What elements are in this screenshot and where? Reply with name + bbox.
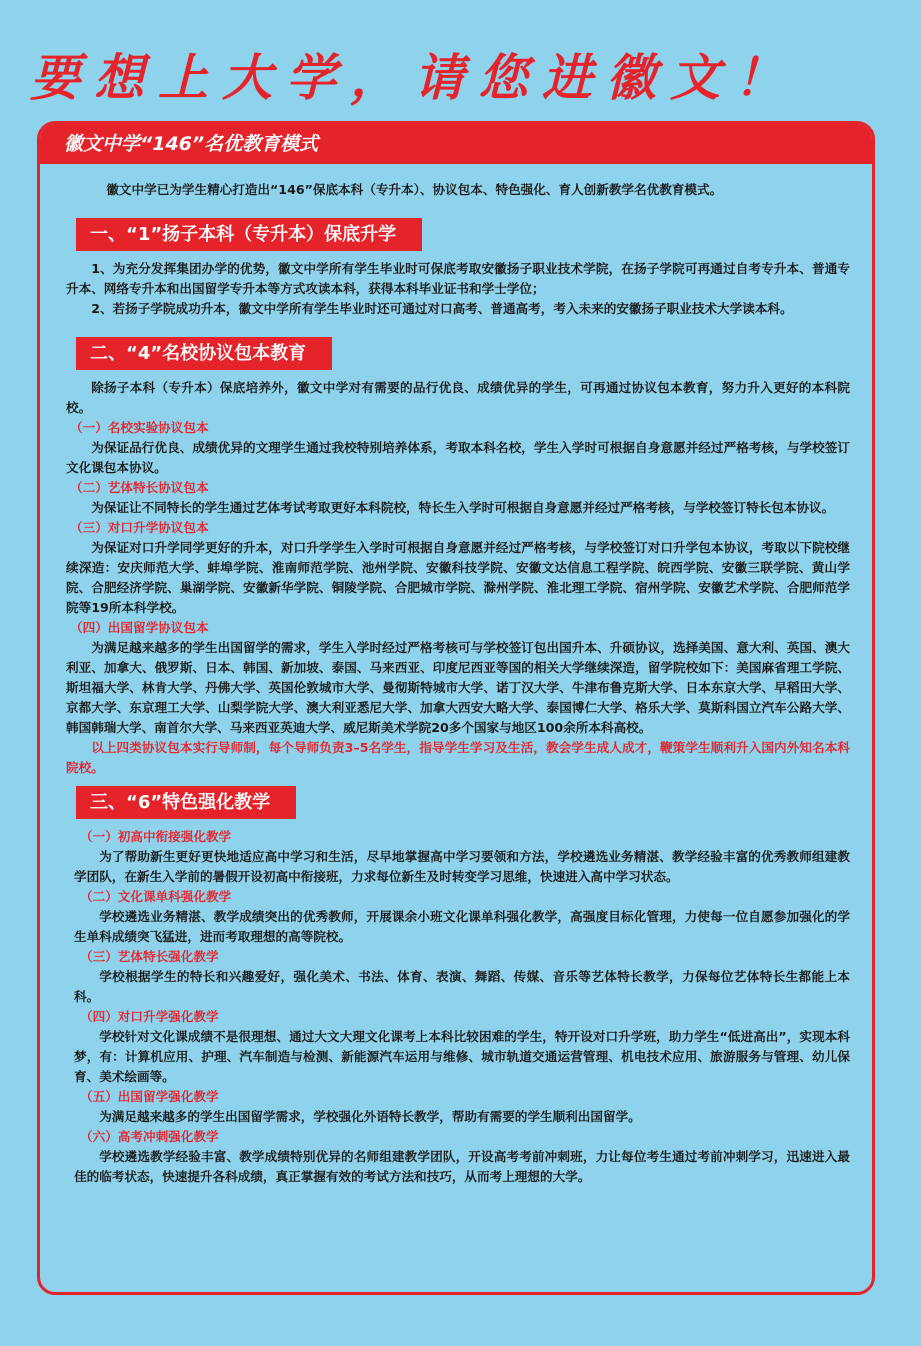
section-3-item-6-text: 学校遴选教学经验丰富、教学成绩特别优异的名师组建教学团队，开设高考考前冲刺班，力让每位考生通过考前冲刺学习，迅速进入最佳的临考状态，快速提升各科成绩，真正掌握有效的考试方法和技巧，从而考上理想的大学。 <box>74 1149 850 1184</box>
section-2-note: 以上四类协议包本实行导师制，每个导师负责3–5名学生，指导学生学习及生活，教会学生成人成才，鞭策学生顺利升入国内外知名本科院校。 <box>66 740 850 775</box>
section-2-item-3-title: （三）对口升学协议包本 <box>70 520 209 535</box>
section-3-item-1-text: 为了帮助新生更好更快地适应高中学习和生活，尽早地掌握高中学习要领和方法，学校遴选业务精湛、教学经验丰富的优秀教师组建教学团队，在新生入学前的暑假开设初高中衔接班，力求每位新生及时转变学习思维，快速进入高中学习状态。 <box>74 849 850 884</box>
section-1-paragraph-1: 1、为充分发挥集团办学的优势，徽文中学所有学生毕业时可保底考取安徽扬子职业技术学院，在扬子学院可再通过自考专升本、普通专升本、网络专升本和出国留学专升本等方式攻读本科，获得本科毕业证书和学士学位； <box>66 261 850 296</box>
section-1-paragraph-2: 2、若扬子学院成功升本，徽文中学所有学生毕业时还可通过对口高考、普通高考，考入未来的安徽扬子职业技术大学读本科。 <box>91 301 793 316</box>
section-2-item-3-text: 为保证对口升学同学更好的升本，对口升学学生入学时可根据自身意愿并经过严格考核，与学校签订对口升学包本协议，考取以下院校继续深造：安庆师范大学、蚌埠学院、淮南师范学院、池州学院、安徽科技学院、安徽文达信息工程学院、皖西学院、安徽三联学院、黄山学院、合肥经济学院、巢湖学院、安徽新华学院、铜陵学院、合肥城市学院、滁州学院、淮北理工学院、宿州学院、安徽艺术学院、合肥师范学院等19所本科学校。 <box>66 540 850 615</box>
section-3-item-1-title: （一）初高中衔接强化教学 <box>80 829 232 844</box>
section-2-item-2-title: （二）艺体特长协议包本 <box>70 480 209 495</box>
card-content <box>40 164 872 1187</box>
page-headline: 要想上大学，请您进徽文！ <box>30 48 798 107</box>
section-3-item-2-text: 学校遴选业务精湛、教学成绩突出的优秀教师，开展课余小班文化课单科强化教学，高强度目标化管理，力使每一位自愿参加强化的学生单科成绩突飞猛进，进而考取理想的高等院校。 <box>74 909 850 944</box>
intro-paragraph: 徽文中学已为学生精心打造出“146”保底本科（专升本）、协议包本、特色强化、育人创新教学名优教育模式。 <box>106 182 723 197</box>
section-3-item-3-text: 学校根据学生的特长和兴趣爱好，强化美术、书法、体育、表演、舞蹈、传媒、音乐等艺体特长教学，力保每位艺体特长生都能上本科。 <box>74 969 850 1004</box>
section-2-item-2-text: 为保证让不同特长的学生通过艺体考试考取更好本科院校，特长生入学时可根据自身意愿并经过严格考核，与学校签订特长包本协议。 <box>91 500 835 515</box>
section-3-item-3-title: （三）艺体特长强化教学 <box>80 949 219 964</box>
section-1-title: 一、“1”扬子本科（专升本）保底升学 <box>76 218 422 251</box>
section-3-item-5-text: 为满足越来越多的学生出国留学需求，学校强化外语特长教学，帮助有需要的学生顺利出国留学。 <box>99 1109 641 1124</box>
section-3-title: 三、“6”特色强化教学 <box>76 786 296 819</box>
card-title: 徽文中学“146”名优教育模式 <box>40 124 872 164</box>
section-3-item-2-title: （二）文化课单科强化教学 <box>80 889 232 904</box>
section-2-item-1-title: （一）名校实验协议包本 <box>70 420 209 435</box>
section-3-item-6-title: （六）高考冲刺强化教学 <box>80 1129 219 1144</box>
section-2-intro: 除扬子本科（专升本）保底培养外，徽文中学对有需要的品行优良、成绩优异的学生，可再通过协议包本教育，努力升入更好的本科院校。 <box>66 380 850 415</box>
section-3-item-5-title: （五）出国留学强化教学 <box>80 1089 219 1104</box>
section-2-item-1-text: 为保证品行优良、成绩优异的文理学生通过我校特别培养体系，考取本科名校，学生入学时可根据自身意愿并经过严格考核，与学校签订文化课包本协议。 <box>66 440 850 475</box>
section-2-item-4-title: （四）出国留学协议包本 <box>70 620 209 635</box>
section-3-item-4-text: 学校针对文化课成绩不是很理想、通过大文大理文化课考上本科比较困难的学生，特开设对口升学班，助力学生“低进高出”，实现本科梦，有：计算机应用、护理、汽车制造与检测、新能源汽车运用与维修、城市轨道交通运营管理、机电技术应用、旅游服务与管理、幼儿保育、美术绘画等。 <box>74 1029 850 1084</box>
section-3-item-4-title: （四）对口升学强化教学 <box>80 1009 219 1024</box>
section-3 <box>66 778 850 1187</box>
education-model-card <box>37 121 875 1295</box>
section-2-title: 二、“4”名校协议包本教育 <box>76 337 332 370</box>
section-2-item-4-text: 为满足越来越多的学生出国留学的需求，学生入学时经过严格考核可与学校签订包出国升本、升硕协议，选择美国、意大利、英国、澳大利亚、加拿大、俄罗斯、日本、韩国、新加坡、泰国、马来西亚、印度尼西亚等国的相关大学继续深造，留学院校如下：美国麻省理工学院、斯坦福大学、林肯大学、丹佛大学、英国伦敦城市大学、曼彻斯特城市大学、诺丁汉大学、牛津布鲁克斯大学、日本东京大学、早稻田大学、京都大学、东京理工大学、山梨学院大学、澳大利亚悉尼大学、加拿大西安大略大学、泰国博仁大学、格乐大学、莫斯科国立汽车公路大学、韩国韩瑞大学、南首尔大学、马来西亚英迪大学、威尼斯美术学院20多个国家与地区100余所本科高校。 <box>66 640 850 735</box>
